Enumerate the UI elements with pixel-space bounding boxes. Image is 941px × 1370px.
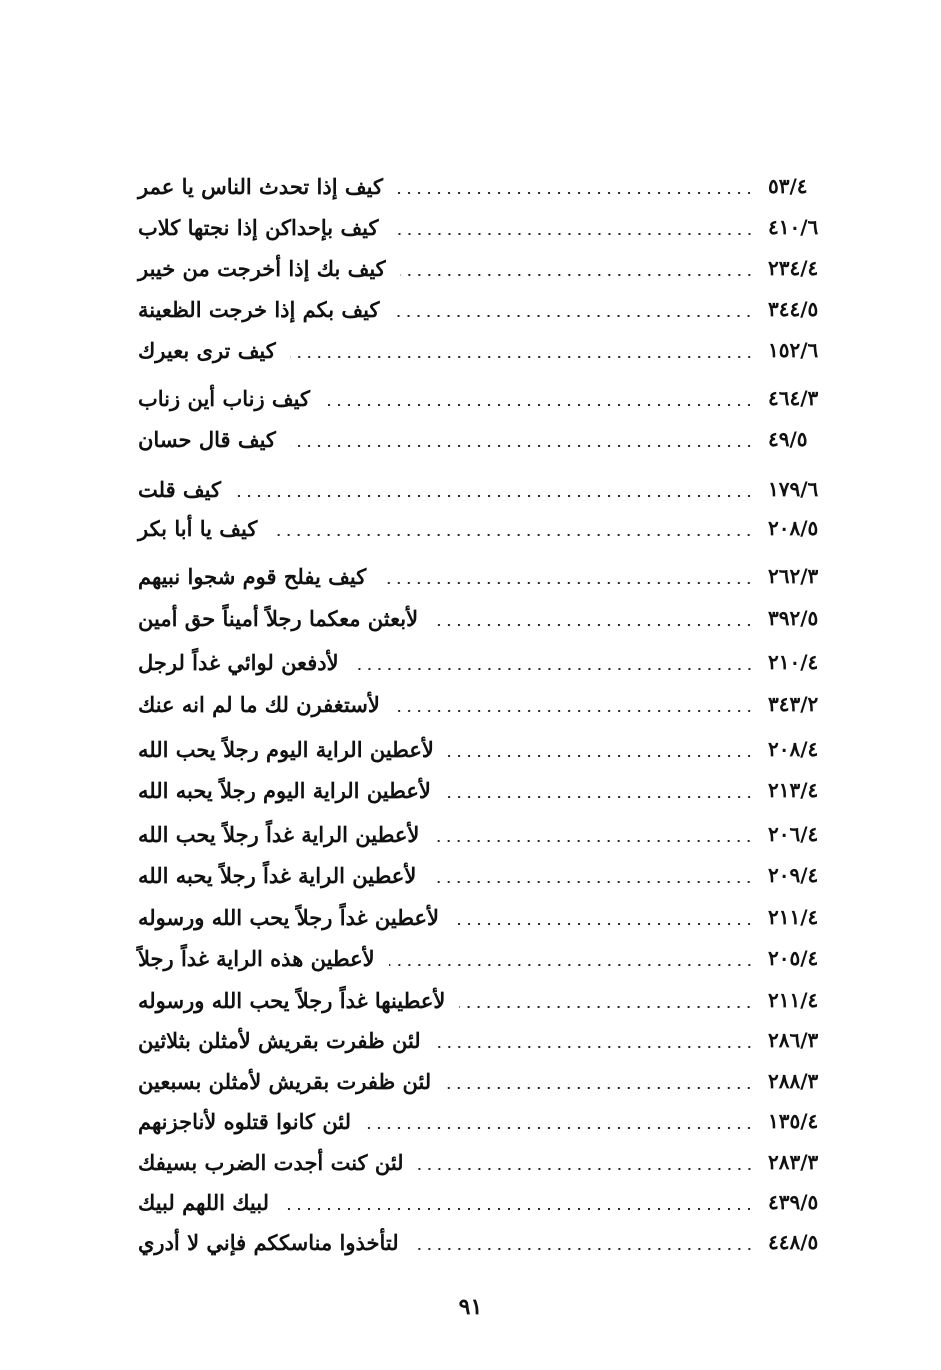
dot-leader [271, 534, 754, 536]
entry-text: لأعطين هذه الراية غداً رجلاً [138, 945, 375, 971]
index-entry [138, 642, 840, 682]
dot-leader [459, 1006, 754, 1008]
index-entry [138, 1101, 840, 1141]
dot-leader [393, 315, 754, 317]
dot-leader [453, 923, 754, 925]
entry-reference: ١٣٥/٤ [768, 1109, 819, 1133]
index-entry [138, 289, 840, 329]
entry-reference: ٣٤٣/٢ [768, 692, 819, 716]
entry-reference: ٤١٠/٦ [768, 215, 819, 239]
entry-text: لئن ظفرت بقريش لأمثلن بسبعين [138, 1068, 432, 1094]
dot-leader [235, 495, 754, 497]
entry-reference: ٤٩/٥ [768, 427, 808, 451]
entry-text: لأعطين الراية اليوم رجلاً يحب الله [138, 736, 434, 762]
dot-leader [435, 1046, 754, 1048]
entry-text: كيف يفلح قوم شجوا نبيهم [138, 563, 367, 589]
entry-text: لتأخذوا مناسككم فإني لا أدري [138, 1229, 399, 1255]
entry-reference: ٢٠٥/٤ [768, 946, 819, 970]
index-entry [138, 166, 840, 206]
entry-text: لأعطين الراية اليوم رجلاً يحبه الله [138, 777, 431, 803]
entry-text: لأعطين الراية غداً رجلاً يحبه الله [138, 862, 417, 888]
entry-text: لأعطينها غداً رجلاً يحب الله ورسوله [138, 987, 446, 1013]
entry-reference: ٢٨٨/٣ [768, 1069, 819, 1093]
index-entry [138, 729, 840, 769]
index-entry [138, 598, 840, 638]
entry-text: لئن ظفرت بقريش لأمثلن بثلاثين [138, 1027, 421, 1053]
entry-text: لأعطين الراية غداً رجلاً يحب الله [138, 821, 420, 847]
index-entry [138, 330, 840, 370]
dot-leader [418, 1168, 754, 1170]
dot-leader [389, 964, 754, 966]
entry-text: كيف إذا تحدث الناس يا عمر [138, 173, 383, 199]
entry-reference: ٢٨٣/٣ [768, 1150, 819, 1174]
entry-text: لبيك اللهم لبيك [138, 1189, 270, 1215]
index-entry [138, 469, 840, 509]
index-entry [138, 1182, 840, 1222]
entry-reference: ٢٠٩/٤ [768, 863, 819, 887]
dot-leader [433, 840, 754, 842]
entry-reference: ٢١٠/٤ [768, 650, 819, 674]
dot-leader [353, 668, 754, 670]
entry-text: لئن كانوا قتلوه لأناجزنهم [138, 1108, 352, 1134]
entry-reference: ٤٤٨/٥ [768, 1230, 819, 1254]
dot-leader [400, 274, 754, 276]
entry-text: كيف بإحداكن إذا نجتها كلاب [138, 214, 379, 240]
entry-reference: ١٧٩/٦ [768, 477, 819, 501]
dot-leader [290, 445, 754, 447]
entry-text: كيف بكم إذا خرجت الظعينة [138, 296, 380, 322]
dot-leader [324, 404, 754, 406]
dot-leader [413, 1248, 754, 1250]
index-entry [138, 938, 840, 978]
entry-reference: ٢٨٦/٣ [768, 1028, 819, 1052]
index-entry [138, 980, 840, 1020]
page-number: ٩١ [458, 1294, 483, 1320]
entry-text: كيف ترى بعيرك [138, 337, 276, 363]
entry-text: كيف قال حسان [138, 426, 276, 452]
index-entry [138, 897, 840, 937]
index-entry [138, 419, 840, 459]
entry-reference: ٢٣٤/٤ [768, 256, 819, 280]
entry-text: كيف زناب أين زناب [138, 385, 310, 411]
entry-reference: ١٥٢/٦ [768, 338, 819, 362]
entry-text: لأستغفرن لك ما لم انه عنك [138, 691, 380, 717]
index-entry [138, 814, 840, 854]
entry-reference: ٢٦٢/٣ [768, 564, 819, 588]
index-entry [138, 248, 840, 288]
dot-leader [394, 710, 754, 712]
dot-leader [290, 356, 754, 358]
dot-leader [393, 233, 754, 235]
entry-text: لأعطين غداً رجلاً يحب الله ورسوله [138, 904, 439, 930]
index-entry [138, 770, 840, 810]
dot-leader [430, 881, 754, 883]
dot-leader [432, 624, 754, 626]
entry-text: لأبعثن معكما رجلاً أميناً حق أمين [138, 605, 419, 631]
entry-text: كيف بك إذا أخرجت من خيبر [138, 255, 386, 281]
dot-leader [445, 796, 754, 798]
index-entry [138, 684, 840, 724]
index-entry [138, 378, 840, 418]
index-entry [138, 855, 840, 895]
dot-leader [283, 1208, 754, 1210]
entry-reference: ٢١١/٤ [768, 988, 819, 1012]
index-entry [138, 207, 840, 247]
dot-leader [445, 1087, 754, 1089]
entry-text: لأدفعن لوائي غداً لرجل [138, 649, 339, 675]
dot-leader [365, 1127, 754, 1129]
entry-reference: ٥٣/٤ [768, 174, 808, 198]
entry-reference: ٤٣٩/٥ [768, 1190, 819, 1214]
entry-text: كيف قلت [138, 476, 221, 502]
entry-reference: ٤٦٤/٣ [768, 386, 819, 410]
dot-leader [397, 192, 754, 194]
index-entry [138, 1222, 840, 1262]
entry-reference: ٢١٣/٤ [768, 778, 819, 802]
entry-reference: ٢٠٦/٤ [768, 822, 819, 846]
dot-leader [380, 582, 754, 584]
index-entry [138, 1020, 840, 1060]
index-entry [138, 1142, 840, 1182]
entry-reference: ٢١١/٤ [768, 905, 819, 929]
index-entry [138, 556, 840, 596]
entry-text: كيف يا أبا بكر [138, 515, 258, 541]
entry-reference: ٢٠٨/٤ [768, 737, 819, 761]
entry-text: لئن كنت أجدت الضرب بسيفك [138, 1149, 404, 1175]
index-entry [138, 508, 840, 548]
index-entry [138, 1061, 840, 1101]
entry-reference: ٣٩٢/٥ [768, 606, 819, 630]
entry-reference: ٢٠٨/٥ [768, 516, 819, 540]
entry-reference: ٣٤٤/٥ [768, 297, 819, 321]
dot-leader [448, 755, 754, 757]
